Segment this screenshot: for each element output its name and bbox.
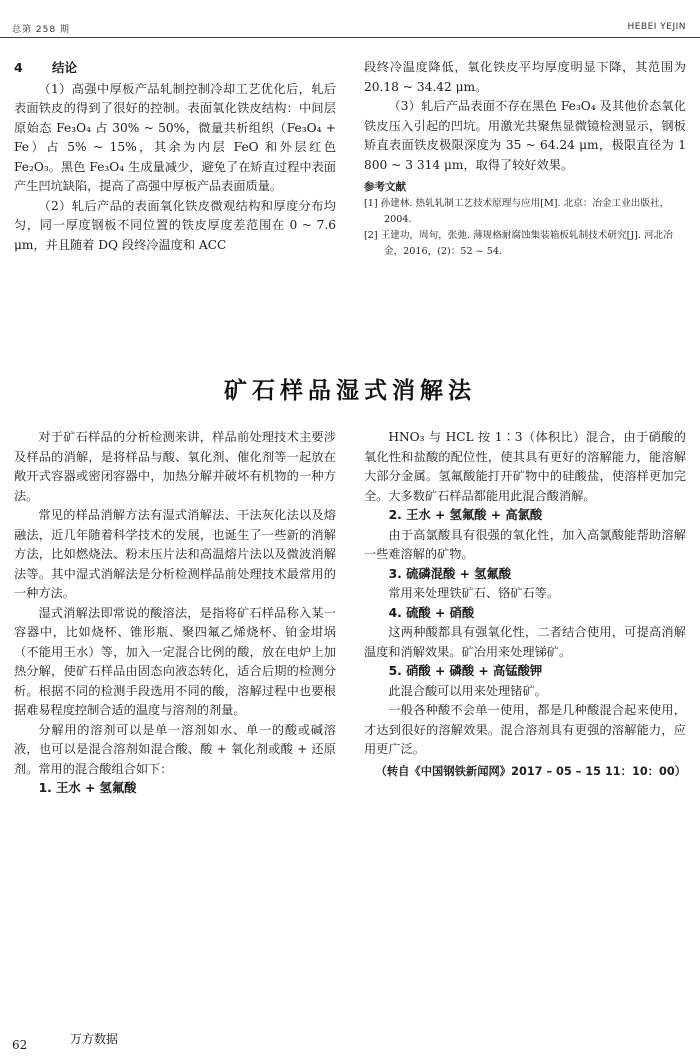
body-paragraph: 一般各种酸不会单一使用，都是几种酸混合起来使用，才达到很好的溶解效果。混合溶剂具有更强的溶解能力，应用更广泛。 [364, 703, 686, 756]
body-paragraph: 分解用的溶剂可以是单一溶剂如水、单一的酸或碱溶液，也可以是混合溶剂如混合酸、酸 + 氧化剂或酸 + 还原剂。常用的混合酸组合如下： [14, 722, 336, 776]
article-title: 矿石样品湿式消解法 [224, 378, 476, 404]
acid-item-heading: 3. 硫磷混酸 + 氢氟酸 [388, 566, 512, 581]
acid-item-heading: 1. 王水 + 氢氟酸 [38, 781, 137, 795]
article-source: （转自《中国钢铁新闻网》2017 – 05 – 15 11：10：00） [375, 764, 686, 778]
body-paragraph: HNO₃ 与 HCL 按 1∶3（体积比）混合，由于硝酸的氧化性和盐酸的配位性，使其具有更好的溶解能力，能溶解大部分金属。氢氟酸能打开矿物中的硅酸盐，使溶样更加完全。大多数矿石样品都能用此混合酸消解。 [364, 430, 686, 503]
watermark: 万方数据 [70, 1032, 119, 1046]
conclusion-paragraph: （2）轧后产品的表面氧化铁皮微观结构和厚度分布均匀，同一厚度钢板不同位置的铁皮厚度差范围在 0 ~ 7.6 μm，并且随着 DQ 段终冷温度和 ACC [14, 198, 336, 252]
acid-item-heading: 2. 王水 + 氢氟酸 + 高氯酸 [388, 508, 543, 522]
journal-issue: 总第 258 期 [12, 25, 70, 35]
body-paragraph: 这两种酸都具有强氧化性，二者结合使用，可提高消解温度和消解效果。矿冶用来处理锑矿。 [364, 625, 686, 659]
section-heading [14, 58, 336, 78]
section-number: 4 [14, 60, 23, 75]
conclusion-paragraph: （3）轧后产品表面不存在黑色 Fe₃O₄ 及其他价态氧化铁皮压入引起的凹坑。用激光共聚焦显微镜检测显示，钢板矫直表面铁皮极限深度为 35 ~ 64.24 μm，极限直径为 1 800 ~ 3 314 μm，取得了较好效果。 [364, 99, 686, 172]
top-right-column [364, 58, 686, 260]
body-paragraph: 常用来处理铁矿石、铬矿石等。 [388, 586, 560, 600]
top-left-column [14, 58, 336, 255]
page-number: 62 [12, 1038, 28, 1052]
body-paragraph: 由于高氯酸具有很强的氧化性，加入高氯酸能帮助溶解一些难溶解的矿物。 [364, 527, 686, 561]
section-title: 结论 [52, 60, 78, 75]
header-rule [0, 37, 700, 38]
article-right-column [364, 428, 686, 781]
acid-item-heading: 5. 硝酸 + 磷酸 + 高锰酸钾 [388, 664, 543, 678]
conclusion-paragraph: 段终冷温度降低，氧化铁皮平均厚度明显下降，其范围为 20.18 ~ 34.42 μm。 [364, 60, 686, 94]
body-paragraph: 对于矿石样品的分析检测来讲，样品前处理技术主要涉及样品的消解，是将样品与酸、氧化剂、催化剂等一起放在敞开式容器或密闭容器中，加热分解并破坏有机物的一种方法。 [14, 430, 336, 503]
article-left-column [14, 428, 336, 799]
references-title: 参考文献 [364, 181, 406, 193]
conclusion-paragraph: （1）高强中厚板产品轧制控制冷却工艺优化后，轧后表面铁皮的得到了很好的控制。表面氧化铁皮结构：中间层原始态 Fe₃O₄ 占 30% ~ 50%，微量共析组织（Fe₃O₄ + Fe）占 5% ~ 15%，其余为内层 FeO 和外层红色 Fe₂O₃。黑色 Fe₃O₄ 生成量减少，避免了在矫直过程中表面产生凹坑缺陷，提高了高强中厚板产品表面质量。 [14, 81, 336, 193]
body-paragraph: 湿式消解法即常说的酸溶法，是指将矿石样品称入某一容器中，比如烧杯、锥形瓶、聚四氟乙烯烧杯、铂金坩埚（不能用王水）等，加入一定混合比例的酸，放在电炉上加热分解，使矿石样品由固态向液态转化，适合后期的检测分析。根据不同的检测手段选用不同的酸，溶解过程中也要根据难易程度控制合适的温度与溶剂的剂量。 [14, 605, 336, 717]
body-paragraph: 常见的样品消解方法有湿式消解法、干法灰化法以及熔融法，近几年随着科学技术的发展，也诞生了一些新的消解方法，比如燃烧法、粉末压片法和高温熔片法以及微波消解法等。其中湿式消解法是分析检测样品前处理技术最常用的一种方法。 [14, 508, 336, 600]
journal-name: HEBEI YEJIN [627, 22, 686, 32]
acid-item-heading: 4. 硫酸 + 硝酸 [388, 605, 475, 620]
reference-item: [1] 孙建林. 热轧轧制工艺技术原理与应用[M]. 北京：冶金工业出版社，2004. [364, 198, 670, 225]
reference-item: [2] 王建功，周旬，张弛. 薄规格耐腐蚀集装箱板轧制技术研究[J]. 河北冶金，2016，(2)：52 ~ 54. [364, 230, 673, 257]
body-paragraph: 此混合酸可以用来处理锗矿。 [388, 683, 547, 698]
